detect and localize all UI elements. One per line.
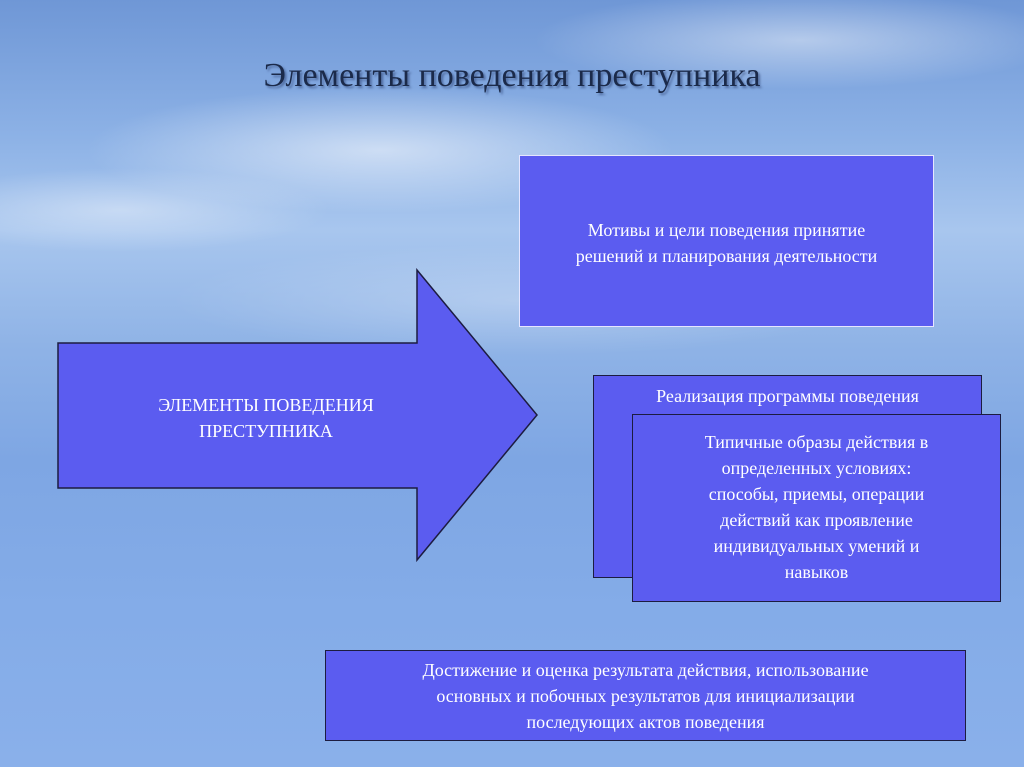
result-box: Достижение и оценка результата действия, использование основных и побочных результатов для инициализации последующих актов поведения (325, 650, 966, 741)
slide-title: Элементы поведения преступника (263, 57, 761, 94)
typical-actions-box: Типичные образы действия в определенных условиях: способы, приемы, операции действий как проявление индивидуальных умений и навыков (632, 414, 1001, 602)
arrow-label: ЭЛЕМЕНТЫ ПОВЕДЕНИЯ ПРЕСТУПНИКА (158, 395, 374, 441)
program-box: Реализация программы поведения (593, 375, 982, 578)
motives-box: Мотивы и цели поведения принятие решений и планирования деятельности (519, 155, 934, 327)
